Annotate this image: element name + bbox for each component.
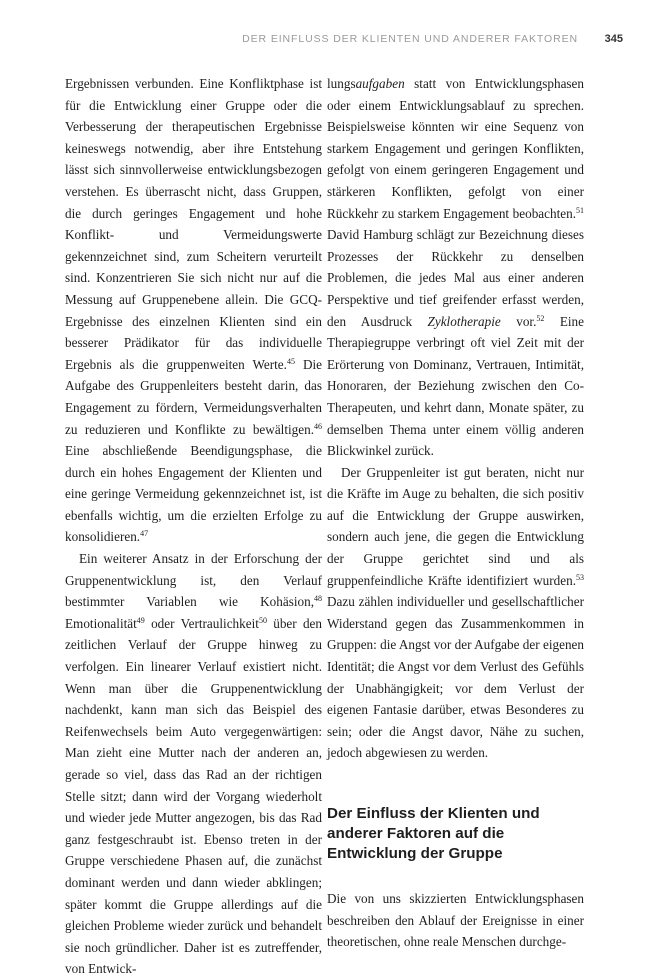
right-column: [327, 73, 584, 953]
footnote-ref: 51: [576, 205, 584, 215]
footnote-ref: 47: [140, 529, 149, 539]
text-run: David Hamburg schlägt zur Bezeichnung dieses Prozesses der Rückkehr zu denselben Problemen, die jedes Mal aus einer anderen Perspektive und tief greifender erfasst werden, den Ausdruck: [327, 227, 584, 329]
left-column: [65, 73, 322, 980]
footnote-ref: 48: [314, 594, 322, 604]
text-run: Der Gruppenleiter ist gut beraten, nicht nur die Kräfte im Auge zu behalten, die sich positiv auf die Entwicklung der Gruppe auswirken, sondern auch jene, die gegen die Entwicklung der Gruppe gerichtet sind und als gruppenfeindliche Kräfte identifiziert wurden.: [327, 464, 584, 588]
text-run: Eine abschließende Beendigungsphase, die durch ein hohes Engagement der Klienten und eine geringe Vermeidung gekennzeichnet ist, ist ebenfalls wichtig, um die erzielten Erfolge zu konsolidieren.: [65, 443, 322, 545]
paragraph: [65, 548, 322, 980]
footnote-ref: 52: [536, 313, 545, 323]
emphasis: aufgaben: [355, 76, 405, 91]
paragraph: [327, 462, 584, 764]
text-run: Dazu zählen individueller und gesellschaftlicher Widerstand gegen das Zusammenkommen in Gruppen: die Angst vor der Aufgabe der eigenen Identität; die Angst vor dem Verlust des Gefühls der Unabhängigkeit; vor dem Verlust der eigenen Fantasie darüber, etwas Besonderes zu sein; oder die Angst davor, Nähe zu suchen, jedoch abgewiesen zu werden.: [327, 594, 584, 761]
text-run: vor.: [500, 313, 537, 329]
section-heading: Der Einfluss der Klienten und anderer Faktoren auf die Entwicklung der Gruppe: [327, 805, 540, 862]
emphasis: Zyklotherapie: [427, 313, 501, 329]
text-run: statt von Entwicklungsphasen oder einem Entwicklungsablauf zu sprechen. Beispielsweise könnten wir eine Sequenz von starkem Engagement und geringen Konflikten, gefolgt von einem geringeren Engagement und stärkeren Konflikten, gefolgt von einer Rückkehr zu starkem Engagement beobachten.: [327, 76, 584, 221]
text-run: Ergebnissen verbunden. Eine Konfliktphase ist für die Entwicklung einer Gruppe oder die Verbesserung der therapeutischen Ergebnisse keineswegs notwendig, aber ihre Entstehung lässt sich sinnvollerweise entwicklungsbezogen verstehen. Es überrascht nicht, dass Gruppen, die durch geringes Engagement und hohe Konflikt- und Vermeidungswerte gekennzeichnet sind, zum Scheitern verurteilt sind. Konzentrieren Sie sich nicht nur auf die Messung auf Gruppenebene allein. Die GCQ-Ergebnisse des einzelnen Klienten sind ein besserer Prädikator für das individuelle Ergebnis als die gruppenweiten Werte.: [65, 76, 322, 372]
footnote-ref: 50: [258, 615, 267, 625]
running-title: DER EINFLUSS DER KLIENTEN UND ANDERER FAKTOREN: [242, 33, 578, 45]
text-run: oder Vertraulichkeit: [144, 615, 259, 631]
text-run: Eine Therapiegruppe verbringt oft viel Zeit mit der Erörterung von Dominanz, Vertrauen, Intimität, Honoraren, der Beziehung zwischen den Co-Therapeuten, und kehrt dann, Monate später, zu demselben Thema unter einem völlig anderen Blickwinkel zurück.: [327, 313, 584, 459]
text-run: Die Aufgabe des Gruppenleiters besteht darin, das Engagement zu fördern, Vermeidungsverhalten zu reduzieren und Konflikte zu bewältigen.: [65, 356, 322, 437]
paragraph: Die von uns skizzierten Entwicklungsphasen beschreiben den Ablauf der Ereignisse in einer theoretischen, ohne reale Menschen durchge-: [327, 891, 584, 950]
paragraph: [65, 73, 322, 548]
footnote-ref: 49: [136, 615, 145, 625]
paragraph: [327, 73, 584, 462]
text-run: Ein weiterer Ansatz in der Erforschung der Gruppenentwicklung ist, den Verlauf bestimmter Variablen wie Kohäsion,: [65, 551, 322, 610]
running-head: [0, 33, 650, 49]
text-run: Emotionalität: [65, 615, 137, 631]
footnote-ref: 53: [576, 572, 584, 582]
text-run: über den zeitlichen Verlauf der Gruppe hinweg zu verfolgen. Ein linearer Verlauf existiert nicht. Wenn man über die Gruppenentwicklung nachdenkt, kann man sich das Beispiel des Reifenwechsels beim Auto vergegenwärtigen: Man zieht eine Mutter nach der anderen an, gerade so viel, dass das Rad an der richtigen Stelle sitzt; dann wird der Vorgang wiederholt und wieder jede Mutter angezogen, bis das Rad ganz festgeschraubt ist. Ebenso treten in der Gruppe verschiedene Phasen auf, die zunächst dominant werden und dann wieder abklingen; später kommt die Gruppe allerdings auf die gleichen Probleme wieder zurück und behandelt sie noch gründlicher. Daher ist es zutreffender, von Entwick-: [65, 615, 322, 977]
page-number: 345: [604, 33, 623, 45]
footnote-ref: 45: [286, 356, 295, 366]
text-run: lungs: [327, 76, 356, 91]
footnote-ref: 46: [314, 421, 322, 431]
